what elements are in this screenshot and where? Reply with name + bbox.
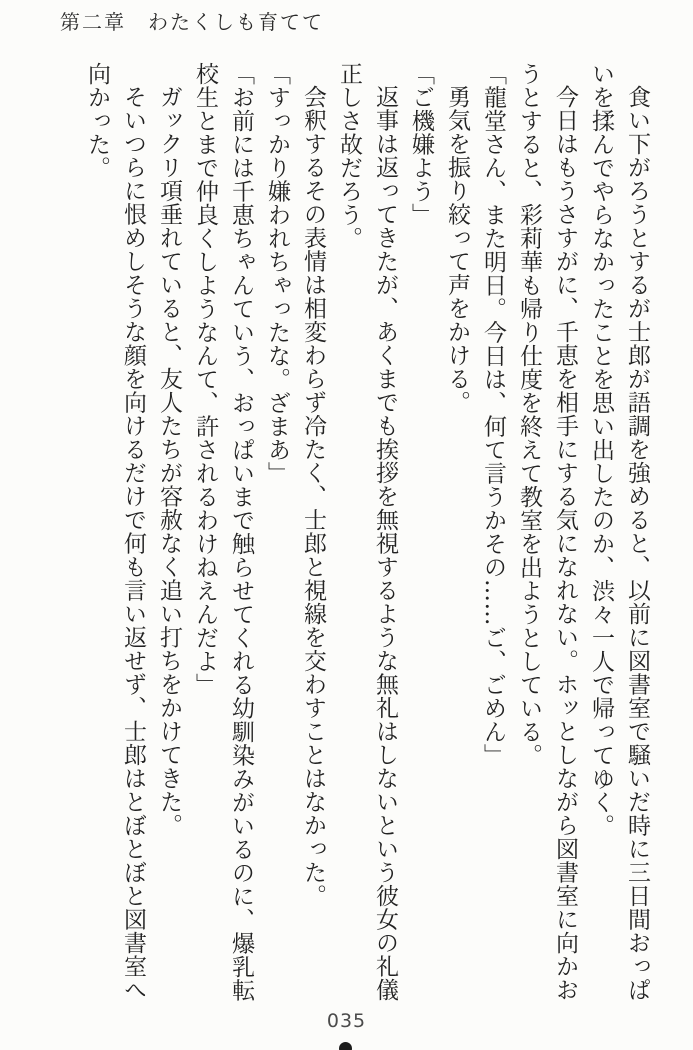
paragraph: 返事は返ってきたが、あくまでも挨拶を無視するような無礼はしないという彼女の礼儀正しさ故だろう。 <box>336 62 398 1002</box>
paragraph: 会釈するその表情は相変わらず冷たく、士郎と視線を交わすことはなかった。 <box>300 85 326 908</box>
paragraph: 今日はもうさすがに、千恵を相手にする気になれない。ホッとしながら図書室に向かおうとすると、彩莉華も帰り仕度を終えて教室を出ようとしている。 <box>516 62 578 1002</box>
paragraph: 「龍堂さん、また明日。今日は、何て言うかその……ご、ごめん」 <box>480 62 506 767</box>
paragraph: 勇気を振り絞って声をかける。 <box>444 85 470 414</box>
text-body <box>75 62 655 1003</box>
paragraph: そいつらに恨めしそうな顔を向けるだけで何も言い返せず、士郎はとぼとぼと図書室へ向かった。 <box>84 62 146 1002</box>
chapter-header: 第二章 わたくしも育てて <box>60 10 324 34</box>
paragraph: 「すっかり嫌われちゃったな。ざまあ」 <box>264 62 290 485</box>
bottom-ornament-dot <box>339 1042 352 1050</box>
paragraph: ガックリ項垂れていると、友人たちが容赦なく追い打ちをかけてきた。 <box>156 85 182 837</box>
paragraph: 「ご機嫌よう」 <box>408 62 434 227</box>
paragraph: 「お前には千恵ちゃんていう、おっぱいまで触らせてくれる幼馴染みがいるのに、爆乳転校生とまで仲良くしようなんて、許されるわけねえんだよ」 <box>192 62 254 1002</box>
paragraph: 食い下がろうとするが士郎が語調を強めると、以前に図書室で騒いだ時に三日間おっぱいを揉んでやらなかったことを思い出したのか、渋々一人で帰ってゆく。 <box>588 62 650 1002</box>
page-number: 035 <box>326 1010 367 1032</box>
